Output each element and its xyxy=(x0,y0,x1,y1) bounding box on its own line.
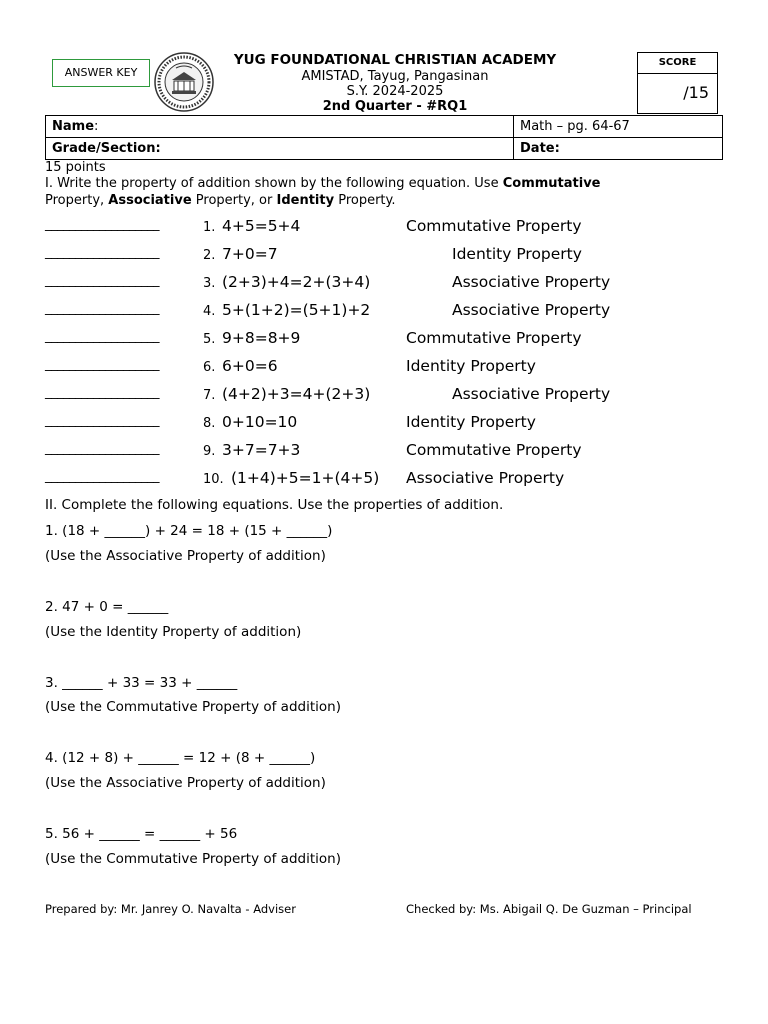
answer-blank: ___________________ xyxy=(45,329,159,344)
item-answer: Commutative Property xyxy=(406,217,582,235)
item-number: 7. xyxy=(203,388,216,403)
list-item xyxy=(45,245,745,269)
subject-cell: Math – pg. 64-67 xyxy=(514,116,723,138)
answer-blank: ___________________ xyxy=(45,413,159,428)
instr-text-a: I. Write the property of addition shown by the following equation. Use xyxy=(45,176,503,191)
instr-text-c: Property, xyxy=(45,193,109,208)
checked-by: Checked by: Ms. Abigail Q. De Guzman – Principal xyxy=(406,902,692,916)
item-equation: (2+3)+4=2+(3+4) xyxy=(222,273,371,291)
item-number: 8. xyxy=(203,416,216,431)
list-item xyxy=(45,357,745,381)
name-colon: : xyxy=(94,119,99,134)
instr-text-g: Property. xyxy=(334,193,396,208)
part2-hint: (Use the Commutative Property of addition) xyxy=(45,699,341,715)
part2-hint: (Use the Associative Property of addition) xyxy=(45,548,326,564)
score-box xyxy=(637,52,718,114)
item-number: 1. xyxy=(203,220,216,235)
item-equation: 9+8=8+9 xyxy=(222,329,301,347)
item-answer: Commutative Property xyxy=(406,329,582,347)
prepared-by: Prepared by: Mr. Janrey O. Navalta - Adviser xyxy=(45,902,296,916)
points-label: 15 points xyxy=(45,160,106,175)
name-label: Name xyxy=(52,119,95,134)
grade-section-cell: Grade/Section: xyxy=(46,138,514,160)
student-info-table xyxy=(45,115,723,160)
answer-blank: ___________________ xyxy=(45,245,159,260)
list-item xyxy=(45,413,745,437)
item-number: 3. xyxy=(203,276,216,291)
answer-blank: ___________________ xyxy=(45,469,159,484)
part2-equation: 2. 47 + 0 = ______ xyxy=(45,599,169,615)
quarter-label: 2nd Quarter - #RQ1 xyxy=(322,99,468,114)
name-cell xyxy=(46,116,514,138)
school-year: S.Y. 2024-2025 xyxy=(346,84,444,99)
list-item xyxy=(45,217,745,241)
item-equation: 4+5=5+4 xyxy=(222,217,301,235)
instr-identity: Identity xyxy=(276,193,335,208)
school-seal-logo xyxy=(154,52,214,112)
item-number: 10. xyxy=(203,472,224,487)
part2-equation: 4. (12 + 8) + ______ = 12 + (8 + ______) xyxy=(45,750,316,766)
part2-hint: (Use the Identity Property of addition) xyxy=(45,624,302,640)
answer-blank: ___________________ xyxy=(45,301,159,316)
answer-blank: ___________________ xyxy=(45,217,159,232)
score-label: SCORE xyxy=(638,53,717,74)
answer-blank: ___________________ xyxy=(45,385,159,400)
list-item xyxy=(45,329,745,353)
item-answer: Identity Property xyxy=(406,357,536,375)
list-item xyxy=(45,273,745,297)
part2-hint: (Use the Associative Property of addition) xyxy=(45,775,326,791)
item-number: 9. xyxy=(203,444,216,459)
item-equation: 0+10=10 xyxy=(222,413,298,431)
answer-blank: ___________________ xyxy=(45,357,159,372)
item-equation: (4+2)+3=4+(2+3) xyxy=(222,385,371,403)
item-number: 5. xyxy=(203,332,216,347)
part2-instruction: II. Complete the following equations. Use the properties of addition. xyxy=(45,497,504,513)
item-answer: Commutative Property xyxy=(406,441,582,459)
school-address: AMISTAD, Tayug, Pangasinan xyxy=(301,69,489,84)
part1-instruction xyxy=(45,175,735,209)
item-equation: 7+0=7 xyxy=(222,245,278,263)
list-item xyxy=(45,441,745,465)
part2-equation: 1. (18 + ______) + 24 = 18 + (15 + ______) xyxy=(45,523,333,539)
item-equation: 5+(1+2)=(5+1)+2 xyxy=(222,301,371,319)
list-item xyxy=(45,385,745,409)
item-answer: Associative Property xyxy=(406,469,565,487)
list-item xyxy=(45,301,745,325)
instr-associative: Associative xyxy=(108,193,192,208)
part2-equation: 3. ______ + 33 = 33 + ______ xyxy=(45,675,238,691)
date-cell: Date: xyxy=(514,138,723,160)
instr-commutative: Commutative xyxy=(502,176,601,191)
item-number: 4. xyxy=(203,304,216,319)
instr-text-e: Property, or xyxy=(191,193,277,208)
item-answer: Associative Property xyxy=(452,301,611,319)
answer-blank: ___________________ xyxy=(45,273,159,288)
list-item xyxy=(45,469,745,493)
item-answer: Identity Property xyxy=(406,413,536,431)
school-name: YUG FOUNDATIONAL CHRISTIAN ACADEMY xyxy=(233,52,557,68)
item-equation: 6+0=6 xyxy=(222,357,278,375)
score-total: /15 xyxy=(683,83,709,102)
item-number: 6. xyxy=(203,360,216,375)
answer-blank: ___________________ xyxy=(45,441,159,456)
part2-equation: 5. 56 + ______ = ______ + 56 xyxy=(45,826,238,842)
item-equation: 3+7=7+3 xyxy=(222,441,301,459)
item-answer: Associative Property xyxy=(452,273,611,291)
part2-hint: (Use the Commutative Property of addition) xyxy=(45,851,341,867)
item-number: 2. xyxy=(203,248,216,263)
item-equation: (1+4)+5=1+(4+5) xyxy=(231,469,380,487)
item-answer: Identity Property xyxy=(452,245,582,263)
answer-key-badge: ANSWER KEY xyxy=(52,59,150,87)
item-answer: Associative Property xyxy=(452,385,611,403)
